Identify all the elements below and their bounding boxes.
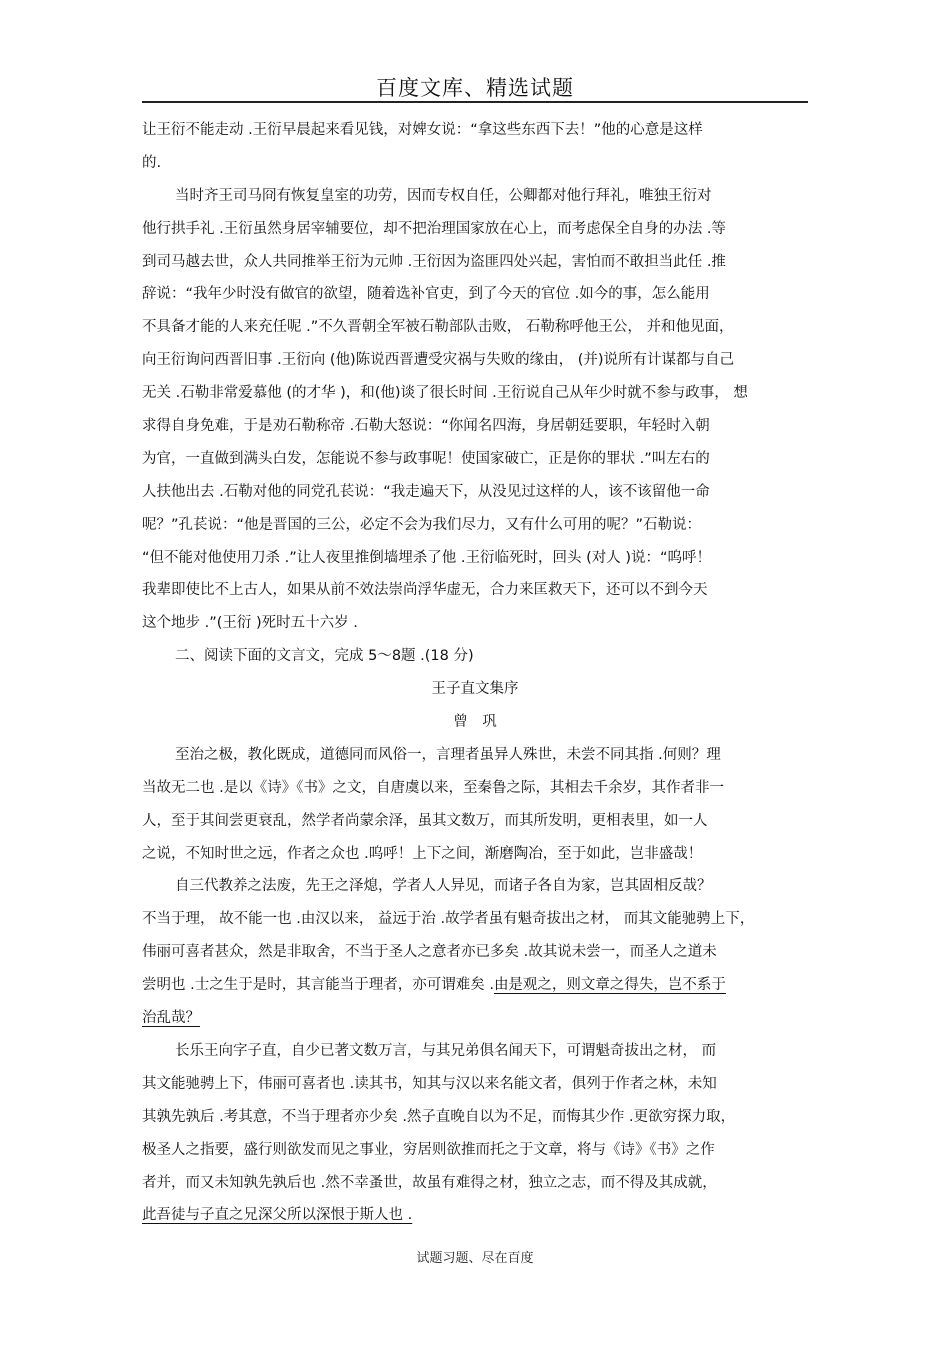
text-line: 呢？”孔苌说：“他是晋国的三公，必定不会为我们尽力，又有什么可用的呢？”石勒说： xyxy=(142,516,702,533)
text-line xyxy=(142,1002,808,1035)
document-body xyxy=(142,114,808,1232)
page-header-title: 百度文库、精选试题 xyxy=(376,76,574,100)
underlined-sentence-end: 治乱哉？ xyxy=(142,1010,200,1027)
text-line: 到司马越去世，众人共同推举王衍为元帅 .王衍因为盗匪四处兴起，害怕而不敢担当此任 .推 xyxy=(142,253,726,270)
paragraph-start: 长乐王向字子直，自少已著文数万言，与其兄弟俱名闻天下，可谓魁奇拔出之材， 而 xyxy=(175,1042,717,1059)
text-line: 让王衍不能走动 .王衍早晨起来看见钱，对婢女说：“拿这些东西下去！”他的心意是这样 xyxy=(142,122,703,138)
text-line: 之说，不知时世之远，作者之众也 .呜呼！上下之间，渐磨陶冶，至于如此，岂非盛哉！ xyxy=(142,845,703,862)
text-line: 当故无二也 .是以《诗》《书》之文，自唐虞以来，至秦鲁之际，其相去千余岁，其作者非一 xyxy=(142,779,724,796)
page-footer: 试题习题、尽在百度 xyxy=(416,1251,534,1266)
text-line: “但不能对他使用刀杀 .”让人夜里推倒墙埋杀了他 .王衍临死时，回头 (对人 )说：“呜呼！ xyxy=(142,549,712,566)
essay-title: 王子直文集序 xyxy=(431,681,519,698)
text-line xyxy=(142,1199,808,1232)
essay-author: 曾 巩 xyxy=(453,714,497,731)
section-heading: 二、阅读下面的文言文，完成 5～8题 .(18 分) xyxy=(175,648,474,665)
header-divider xyxy=(142,101,808,103)
paragraph-start: 自三代教养之法废，先王之泽熄，学者人人异见，而诸子各自为家，岂其固相反哉？ xyxy=(175,878,712,895)
text-line: 极圣人之指要，盛行则欲发而见之事业，穷居则欲推而托之于文章，将与《诗》《书》之作 xyxy=(142,1141,715,1158)
text-line: 伟丽可喜者甚众，然是非取舍，不当于圣人之意者亦已多矣 .故其说未尝一，而圣人之道未 xyxy=(142,944,717,961)
text-line: 人，至于其间尝更衰乱，然学者尚蒙余泽，虽其文数万，而其所发明，更相表里，如一人 xyxy=(142,812,708,829)
text-line: 无关 .石勒非常爱慕他 (的才华 )，和(他)谈了很长时间 .王衍说自己从年少时就不参与政事， 想 xyxy=(142,385,748,402)
text-line-with-underline xyxy=(142,969,808,1002)
text-line: 不当于理， 故不能一也 .由汉以来， 益远于治 .故学者虽有魁奇拔出之材， 而其文能驰骋上下， xyxy=(142,911,755,928)
text-line: 者并，而又未知孰先孰后也 .然不幸蚤世，故虽有难得之材，独立之志，而不得及其成就， xyxy=(142,1174,717,1191)
text-line: 为官，一直做到满头白发，怎能说不参与政事呢！使国家破亡，正是你的罪状 .”叫左右的 xyxy=(142,450,710,467)
text-line: 人扶他出去 .石勒对他的同党孔苌说：“我走遍天下，从没见过这样的人，该不该留他一命 xyxy=(142,483,710,500)
text-line: 向王衍询问西晋旧事 .王衍向 (他)陈说西晋遭受灾祸与失败的缘由， (并)说所有计谋都与自己 xyxy=(142,352,735,369)
text-line: 其文能驰骋上下，伟丽可喜者也 .读其书，知其与汉以来名能文者，俱列于作者之林，未知 xyxy=(142,1075,717,1092)
text-line: 求得自身免难，于是劝石勒称帝 .石勒大怒说：“你闻名四海，身居朝廷要职，年轻时入朝 xyxy=(142,418,710,435)
text-line: 的. xyxy=(142,154,162,171)
text-line: 他行拱手礼 .王衍虽然身居宰辅要位，却不把治理国家放在心上，而考虑保全自身的办法 .等 xyxy=(142,220,726,237)
text-segment: 尝明也 .士之生于是时，其言能当于理者，亦可谓难矣 . xyxy=(142,977,494,994)
underlined-sentence: 由是观之，则文章之得失，岂不系于 xyxy=(493,977,726,994)
text-line: 其孰先孰后 .考其意，不当于理者亦少矣 .然子直晚自以为不足，而悔其少作 .更欲穷探力取， xyxy=(142,1108,736,1125)
paragraph-start: 至治之极，教化既成，道德同而风俗一，言理者虽异人殊世，未尝不同其指 .何则？理 xyxy=(175,746,721,763)
underlined-sentence: 此吾徒与子直之兄深父所以深恨于斯人也 . xyxy=(142,1207,413,1224)
text-line: 我辈即使比不上古人，如果从前不效法崇尚浮华虚无，合力来匡救天下，还可以不到今天 xyxy=(142,582,708,599)
text-line: 不具备才能的人来充任呢 .”不久晋朝全军被石勒部队击败， 石勒称呼他王公， 并和他见面， xyxy=(142,319,734,336)
text-line: 辞说：“我年少时没有做官的欲望，随着选补官吏，到了今天的官位 .如今的事，怎么能用 xyxy=(142,286,710,303)
text-line: 这个地步 .”(王衍 )死时五十六岁 . xyxy=(142,615,358,632)
paragraph-start: 当时齐王司马冏有恢复皇室的功劳，因而专权自任，公卿都对他行拜礼，唯独王衍对 xyxy=(175,187,712,204)
